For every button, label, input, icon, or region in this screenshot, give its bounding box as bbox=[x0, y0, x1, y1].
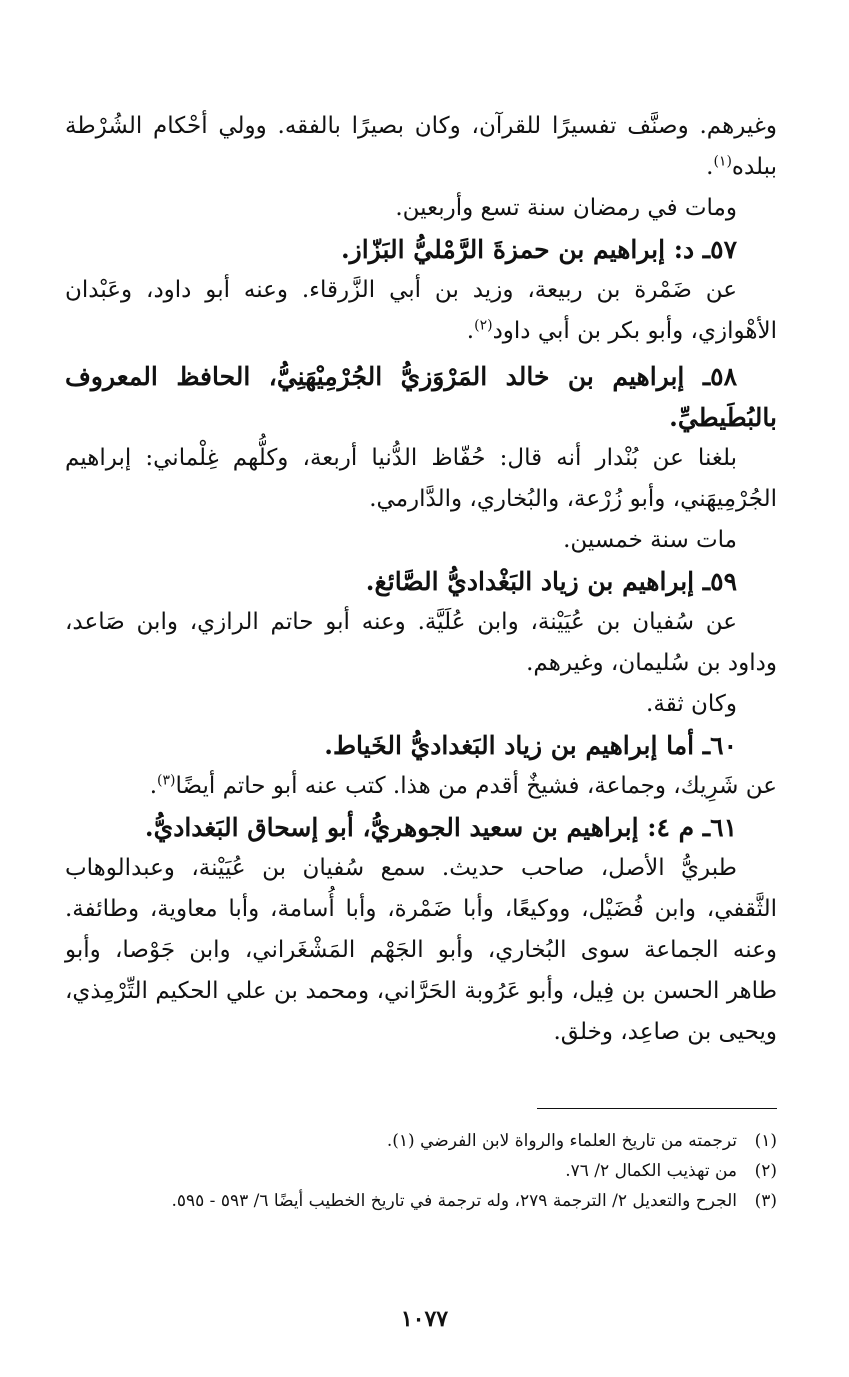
footnote-text: من تهذيب الكمال ٢/ ٧٦. bbox=[565, 1161, 737, 1181]
entry-heading: بالبُطَيطيِّ. bbox=[669, 403, 777, 432]
entry-heading: ٦١ـ م ٤: إبراهيم بن سعيد الجوهريُّ، أبو إسحاق البَغداديُّ. bbox=[144, 813, 737, 842]
footnote-number: (١) bbox=[754, 1131, 777, 1151]
footnote-item bbox=[65, 1186, 777, 1216]
text-line: مات سنة خمسين. bbox=[563, 527, 737, 553]
text-line: الأهْوازي، وأبو بكر بن أبي داود$^{(٢)}$. bbox=[466, 317, 777, 344]
text-line: وغيرهم. وصنَّف تفسيرًا للقرآن، وكان بصيرًا بالفقه. وولي أحْكام الشُرْطة bbox=[65, 113, 777, 139]
text-line: وعنه الجماعة سوى البُخاري، وأبو الجَهْم المَشْغَراني، وابن جَوْصا، وأبو bbox=[65, 937, 777, 963]
footnote-text: ترجمته من تاريخ العلماء والرواة لابن الفرضي (١). bbox=[386, 1131, 737, 1151]
text-line: الجُرْمِيهَني، وأبو زُرْعة، والبُخاري، والدَّارمي. bbox=[369, 486, 777, 512]
text-line: طاهر الحسن بن فِيل، وأبو عَرُوبة الحَرَّاني، ومحمد بن علي الحكيم التِّرْمِذي، bbox=[65, 978, 777, 1004]
main-text bbox=[65, 106, 777, 1053]
footnote-item bbox=[65, 1156, 777, 1186]
text-line: عن شَرِيك، وجماعة، فشيخٌ أقدم من هذا. كتب عنه أبو حاتم أيضًا$^{(٣)}$. bbox=[149, 772, 777, 799]
footnote-number: (٢) bbox=[754, 1161, 777, 1181]
text-line: الثَّقفي، وابن فُضَيْل، ووكيعًا، وأبا ضَمْرة، وأبا أُسامة، وأبا معاوية، وطائفة. bbox=[65, 896, 777, 922]
text-line: عن سُفيان بن عُيَيْنة، وابن عُلَيَّة. وعنه أبو حاتم الرازي، وابن صَاعد، bbox=[65, 609, 737, 635]
footnote-separator bbox=[537, 1108, 777, 1109]
footnote-ref: (٢) bbox=[474, 317, 493, 334]
entry-heading: ٥٨ـ إبراهيم بن خالد المَرْوَزيُّ الجُرْمِيْهَنِيُّ، الحافظ المعروف bbox=[65, 362, 737, 391]
entry-heading: ٦٠ـ أما إبراهيم بن زياد البَغداديُّ الخَياط. bbox=[324, 731, 737, 760]
footnotes bbox=[65, 1126, 777, 1216]
footnote-item bbox=[65, 1126, 777, 1156]
text-line: ومات في رمضان سنة تسع وأربعين. bbox=[395, 195, 737, 221]
footnote-ref: (٣) bbox=[157, 772, 176, 789]
text-line: بلغنا عن بُنْدار أنه قال: حُفّاظ الدُّنيا أربعة، وكلُّهم غِلْماني: إبراهيم bbox=[65, 445, 737, 471]
text-line: طبريُّ الأصل، صاحب حديث. سمع سُفيان بن عُيَيْنة، وعبدالوهاب bbox=[65, 855, 737, 881]
text-line: وكان ثقة. bbox=[646, 691, 737, 717]
footnote-ref: (١) bbox=[713, 153, 732, 170]
text-line: ويحيى بن صاعِد، وخلق. bbox=[553, 1019, 777, 1045]
entry-heading: ٥٧ـ د: إبراهيم بن حمزةَ الرَّمْليُّ البَزّاز. bbox=[340, 235, 737, 264]
text-line: وداود بن سُليمان، وغيرهم. bbox=[526, 650, 777, 676]
page-number: ١٠٧٧ bbox=[400, 1306, 449, 1332]
text-line: ببلده$^{(١)}$. bbox=[706, 153, 777, 180]
text-line: عن ضَمْرة بن ربيعة، وزيد بن أبي الزَّرقاء. وعنه أبو داود، وعَبْدان bbox=[65, 277, 737, 303]
footnote-number: (٣) bbox=[754, 1191, 777, 1211]
entry-heading: ٥٩ـ إبراهيم بن زياد البَغْداديُّ الصَّائغ. bbox=[365, 567, 737, 596]
footnote-text: الجرح والتعديل ٢/ الترجمة ٢٧٩، وله ترجمة في تاريخ الخطيب أيضًا ٦/ ٥٩٣ - ٥٩٥. bbox=[171, 1191, 737, 1211]
